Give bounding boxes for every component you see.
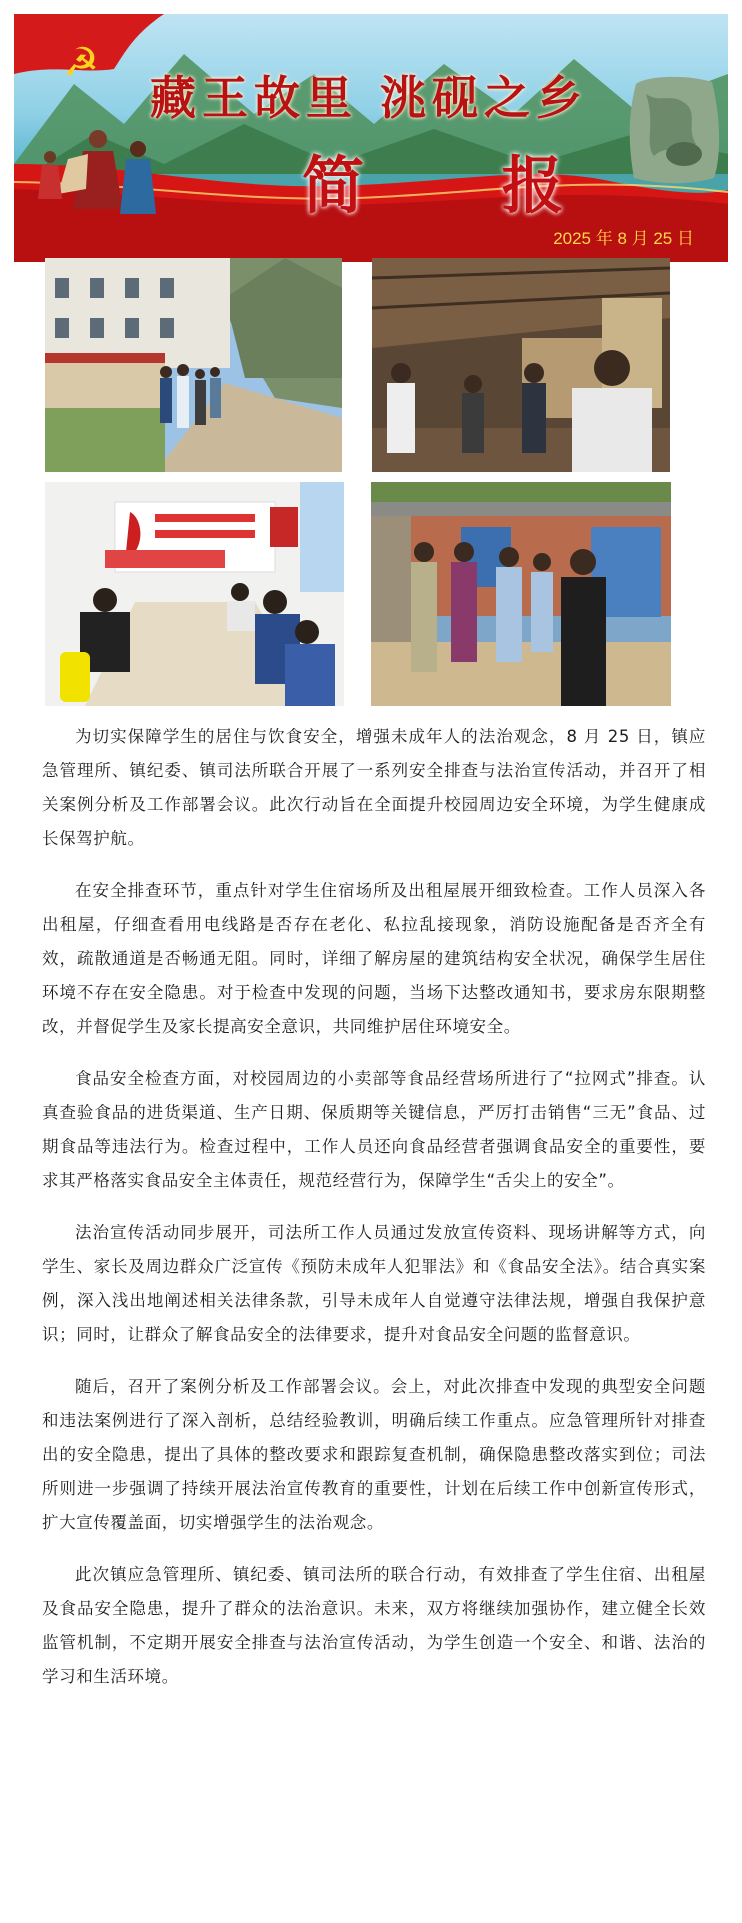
paragraph: 在安全排查环节，重点针对学生住宿场所及出租屋展开细致检查。工作人员深入各出租屋，仔细查看用电线路是否存在老化、私拉乱接现象，消防设施配备是否齐全有效，疏散通道是否畅通无阻。同时，详细了解房屋的建筑结构安全状况，确保学生居住环境不存在安全隐患。对于检查中发现的问题，当场下达整改通知书，要求房东限期整改，并督促学生及家长提高安全意识，共同维护居住环境安全。: [42, 881, 706, 1036]
photo-courtyard: [371, 482, 671, 706]
briefing-date: 2025 年 8 月 25 日: [553, 229, 694, 248]
paragraph: 随后，召开了案例分析及工作部署会议。会上，对此次排查中发现的典型安全问题和违法案例进行了深入剖析，总结经验教训，明确后续工作重点。应急管理所针对排查出的安全隐患，提出了具体的整改要求和跟踪复查机制，确保隐患整改落实到位；司法所则进一步强调了持续开展法治宣传教育的重要性，计划在后续工作中创新宣传形式，扩大宣传覆盖面，切实增强学生的法治观念。: [42, 1377, 706, 1532]
article-body: [42, 720, 706, 1712]
photo-village-street: [45, 258, 342, 472]
briefing-title: 简 报: [302, 149, 622, 222]
photo-rental-room: [372, 258, 670, 472]
paragraph: 法治宣传活动同步展开，司法所工作人员通过发放宣传资料、现场讲解等方式，向学生、家长及周边群众广泛宣传《预防未成年人犯罪法》和《食品安全法》。结合真实案例，深入浅出地阐述相关法律条款，引导未成年人自觉遵守法律法规，增强自我保护意识；同时，让群众了解食品安全的法律要求，提升对食品安全问题的监督意识。: [42, 1223, 706, 1344]
paragraph: 食品安全检查方面，对校园周边的小卖部等食品经营场所进行了“拉网式”排查。认真查验食品的进货渠道、生产日期、保质期等关键信息，严厉打击销售“三无”食品、过期食品等违法行为。检查过程中，工作人员还向食品经营者强调食品安全的重要性，要求其严格落实食品安全主体责任，规范经营行为，保障学生“舌尖上的安全”。: [42, 1069, 706, 1190]
paragraph: 为切实保障学生的居住与饮食安全，增强未成年人的法治观念，8 月 25 日，镇应急管理所、镇纪委、镇司法所联合开展了一系列安全排查与法治宣传活动，并召开了相关案例分析及工作部署会议。此次行动旨在全面提升校园周边安全环境，为学生健康成长保驾护航。: [42, 727, 706, 848]
inkstone-illustration: [626, 74, 722, 186]
banner-slogan: 藏王故里 洮砚之乡: [149, 71, 588, 125]
header-banner: [14, 14, 728, 262]
paragraph: 此次镇应急管理所、镇纪委、镇司法所的联合行动，有效排查了学生住宿、出租屋及食品安全隐患，提升了群众的法治意识。未来，双方将继续加强协作，建立健全长效监管机制，不定期开展安全排查与法治宣传活动，为学生创造一个安全、和谐、法治的学习和生活环境。: [42, 1565, 706, 1686]
photo-meeting-room: [45, 482, 344, 706]
performers-illustration: [28, 119, 178, 229]
hammer-sickle-icon: ☭: [63, 40, 99, 86]
